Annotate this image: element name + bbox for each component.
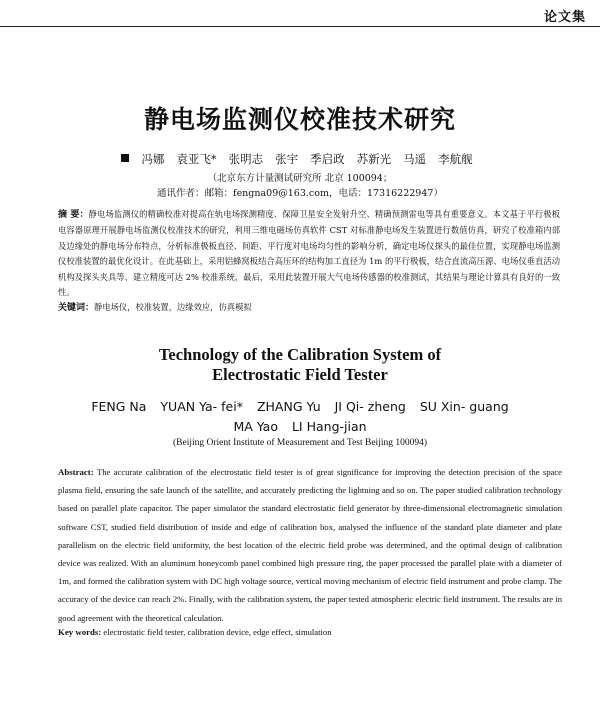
english-keywords [58,624,562,640]
chinese-abstract-text: 静电场监测仪的精确校准对提高在轨电场探测精度、保障卫星安全发射升空、精确预测雷电等具有重要意义。本文基于平行极板电容器原理开展静电场监测仪校准技术的研究，利用三维电磁场仿真软件 CST 对标准静电场发生装置进行数值仿真，研究了校准箱内部及边缘处的静电场分布特点，分析标准极板直径、间距、平行度对电场均匀性的影响分析，确定电场仪探头的最佳位置，实现静电场监测仪校准装置的最优化设计。在此基础上，采用铝蜂窝板结合高压环的结构加工直径为 1m 的平行极板，结合直流高压源、电场仪垂直活动机构及探头夹具等，建立精度可达 2% 校准系统，最后，采用此装置开展大气电场传感器的校准测试，其结果与理论计算具有良好的一致性。 [58,209,560,298]
chinese-keywords [58,300,560,316]
author-en: SU Xin- guang [419,399,509,414]
author-en: YUAN Ya- fei* [160,399,243,414]
corresponding-author-contact: 通讯作者：邮箱：fengna09@163.com，电话：17316222947） [157,188,443,199]
english-authors [0,397,600,437]
english-abstract-text: The accurate calibration of the electrostatic field tester is of great significance for improving the detection precision of the space plasma field, ensuring the safe launch of the satellite, and accurately predicting the lightning and so on. The paper studied calibration technology based on parallel plate capacitor. The paper simulator the standard electrostatic field generator by three-dimensional electromagnetic simulation software CST, studied field distribution of inside and edge of calibration box, analysed the influence of the standard plate diameter and plate parallelism on the electric field uniformity, the best location of the electric field probe was determined, and the optimal design of calibration device was realized. With an aluminum honeycomb panel combined high pressure ring, the paper processed the parallel plate with a diameter of 1m, and formed the calibration system with DC high voltage source, vertical moving mechanism of electric field instrument and probe clamp. The accuracy of the device can reach 2%. Finally, with the calibration system, the paper tested atmospheric electric field instrument. The results are in good agreement with the theoretical calculation. [58,467,562,623]
author-cn: 袁亚飞* [176,152,217,166]
english-authors-line [0,417,600,437]
english-title-line: Electrostatic Field Tester [212,365,388,384]
chinese-keywords-text: 静电场仪，校准装置，边缘效应，仿真模拟 [94,302,252,312]
author-cn: 张宇 [275,152,299,166]
english-keywords-label: Key words: [58,627,102,637]
english-title-line: Technology of the Calibration System of [158,345,442,364]
author-cn: 季启政 [310,152,345,166]
author-en: LI Hang-jian [291,419,367,434]
author-cn: 张明志 [228,152,264,166]
english-keywords-text: electrostatic field tester, calibration device, edge effect, simulation [103,627,332,637]
author-bullet [121,154,129,162]
author-en: MA Yao [233,419,278,434]
author-cn: 苏新光 [356,152,392,166]
english-abstract [58,463,562,627]
author-cn: 冯娜 [141,152,165,166]
author-cn: 李航舰 [438,152,473,166]
section-label: 论文集 [543,10,586,25]
chinese-affiliation: （北京东方计量测试研究所 北京 100094； [207,173,393,184]
english-authors-line [0,397,600,417]
author-cn: 马遥 [403,152,427,166]
chinese-abstract [58,207,560,300]
chinese-keywords-label: 关键词： [58,303,95,313]
page-header [0,0,600,26]
chinese-authors [0,151,600,167]
chinese-title: 静电场监测仪校准技术研究 [143,105,456,134]
author-en: ZHANG Yu [256,399,321,414]
english-affiliation: (Beijing Orient Institute of Measurement and Test Beijing 100094) [172,438,428,448]
author-en: JI Qi- zheng [334,399,406,414]
chinese-abstract-label: 摘 要： [58,210,89,220]
author-en: FENG Na [91,399,147,414]
header-rule [0,26,600,27]
english-abstract-label: Abstract: [58,467,94,477]
english-title [0,345,600,385]
